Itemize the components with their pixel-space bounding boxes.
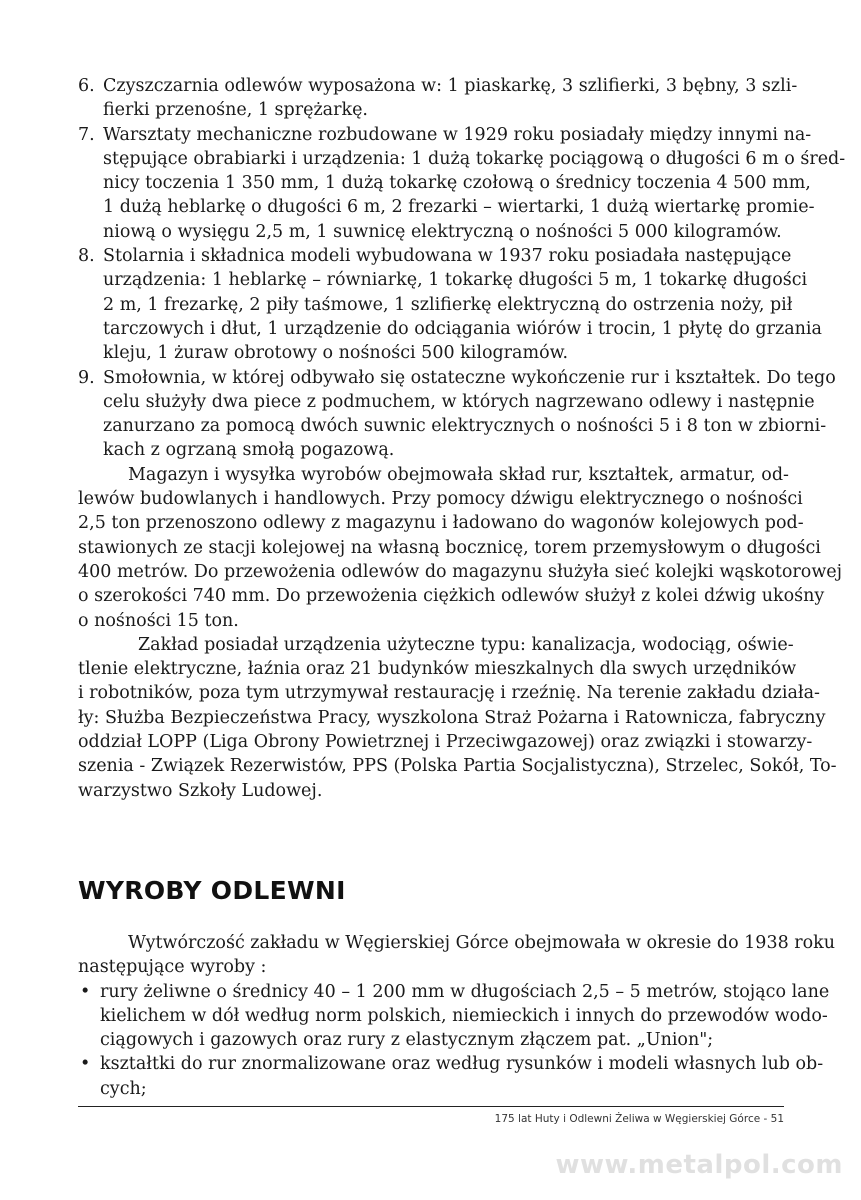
text-line: Magazyn i wysyłka wyrobów obejmowała skład rur, kształtek, armatur, od- [128,464,789,485]
products-section [78,931,836,1101]
text-line: zanurzano za pomocą dwóch suwnic elektrycznych o nośności 5 i 8 ton w zbiorni- [103,416,827,437]
paragraph-warehouse [78,463,843,633]
list-item [78,74,798,123]
list-number: 6. [78,76,95,96]
list-item [78,123,846,244]
list-item [78,366,836,463]
text-line: Wytwórczość zakładu w Węgierskiej Górce obejmowała w okresie do 1938 roku [128,933,836,953]
text-line: urządzenia: 1 heblarkę – równiarkę, 1 tokarkę długości 5 m, 1 tokarkę długości [103,270,808,291]
text-line: Zakład posiadał urządzenia użyteczne typu: kanalizacja, wodociąg, oświe- [138,634,794,655]
list-number: 9. [78,367,95,388]
bullet-icon: • [80,1054,91,1075]
text-line: fierki przenośne, 1 sprężarkę. [103,100,368,121]
text-line: stawionych ze stacji kolejowej na własną bocznicę, torem przemysłowym o długości [78,537,821,558]
text-line: niową o wysięgu 2,5 m, 1 suwnicę elektryczną o nośności 5 000 kilogramów. [103,221,782,242]
text-line: i robotników, poza tym utrzymywał restaurację i rzeźnię. Na terenie zakładu działa- [78,683,820,704]
text-line: ciągowych i gazowych oraz rury z elastycznym złączem pat. „Union"; [100,1030,714,1051]
text-line: ły: Służba Bezpieczeństwa Pracy, wyszkolona Straż Pożarna i Ratownicza, fabryczny [78,707,826,728]
text-line: Czyszczarnia odlewów wyposażona w: 1 piaskarkę, 3 szlifierki, 3 bębny, 3 szli- [103,76,798,96]
text-line: tlenie elektryczne, łaźnia oraz 21 budynków mieszkalnych dla swych urzędników [78,659,797,680]
list-number: 8. [78,246,95,267]
text-line: o szerokości 740 mm. Do przewożenia ciężkich odlewów służył z kolei dźwig ukośny [78,586,825,607]
text-line: o nośności 15 ton. [78,610,239,631]
text-line: szenia - Związek Rezerwistów, PPS (Polska Partia Socjalistyczna), Strzelec, Sokół, To- [78,756,837,777]
text-line: rury żeliwne o średnicy 40 – 1 200 mm w długościach 2,5 – 5 metrów, stojąco lane [100,981,830,1002]
text-line: tarczowych i dłut, 1 urządzenie do odciągania wiórów i trocin, 1 płytę do grzania [103,318,822,339]
bullet-list [78,980,830,1101]
body-text [78,74,846,803]
list-number: 7. [78,124,95,145]
list-item [78,1052,824,1101]
list-item [78,980,830,1053]
text-line: stępujące obrabiarki i urządzenia: 1 dużą tokarkę pociągową o długości 6 m o śred- [103,148,846,169]
numbered-list [78,74,846,463]
text-line: 400 metrów. Do przewożenia odlewów do magazynu służyła sieć kolejki wąskotorowej [78,561,843,582]
bullet-icon: • [80,981,91,1002]
text-line: Warsztaty mechaniczne rozbudowane w 1929 roku posiadały między innymi na- [103,124,812,145]
text-line: Stolarnia i składnica modeli wybudowana w 1937 roku posiadała następujące [103,246,792,267]
text-line: 2,5 ton przenoszono odlewy z magazynu i ładowano do wagonów kolejowych pod- [78,513,804,534]
text-line: lewów budowlanych i handlowych. Przy pomocy dźwigu elektrycznego o nośności [78,489,803,510]
text-line: Smołownia, w której odbywało się ostateczne wykończenie rur i kształtek. Do tego [103,367,836,388]
text-line: celu służyły dwa piece z podmuchem, w których nagrzewano odlewy i następnie [103,391,815,412]
text-line: nicy toczenia 1 350 mm, 1 dużą tokarkę czołową o średnicy toczenia 4 500 mm, [103,173,811,194]
text-line: kleju, 1 żuraw obrotowy o nośności 500 kilogramów. [103,343,569,364]
text-line: następujące wyroby : [78,957,267,978]
text-line: kształtki do rur znormalizowane oraz według rysunków i modeli własnych lub ob- [100,1054,824,1075]
page-footer: 175 lat Huty i Odlewni Żeliwa w Węgierskiej Górce - 51 [494,1113,784,1125]
paragraph-facilities [78,633,837,803]
footer-divider [78,1106,784,1107]
text-line: kielichem w dół według norm polskich, niemieckich i innych do przewodów wodo- [100,1005,828,1026]
section-heading: WYROBY ODLEWNI [78,876,346,905]
text-line: kach z ogrzaną smołą pogazową. [103,440,395,461]
text-line: 1 dużą heblarkę o długości 6 m, 2 frezarki – wiertarki, 1 dużą wiertarkę promie- [103,197,815,218]
text-line: warzystwo Szkoły Ludowej. [78,780,323,801]
text-line: 2 m, 1 frezarkę, 2 piły taśmowe, 1 szlifierkę elektryczną do ostrzenia noży, pił [103,294,793,315]
text-line: cych; [100,1078,147,1099]
text-line: oddział LOPP (Liga Obrony Powietrznej i Przeciwgazowej) oraz związki i stowarzy- [78,732,813,753]
list-item [78,244,822,365]
watermark: www.metalpol.com [555,1150,843,1180]
